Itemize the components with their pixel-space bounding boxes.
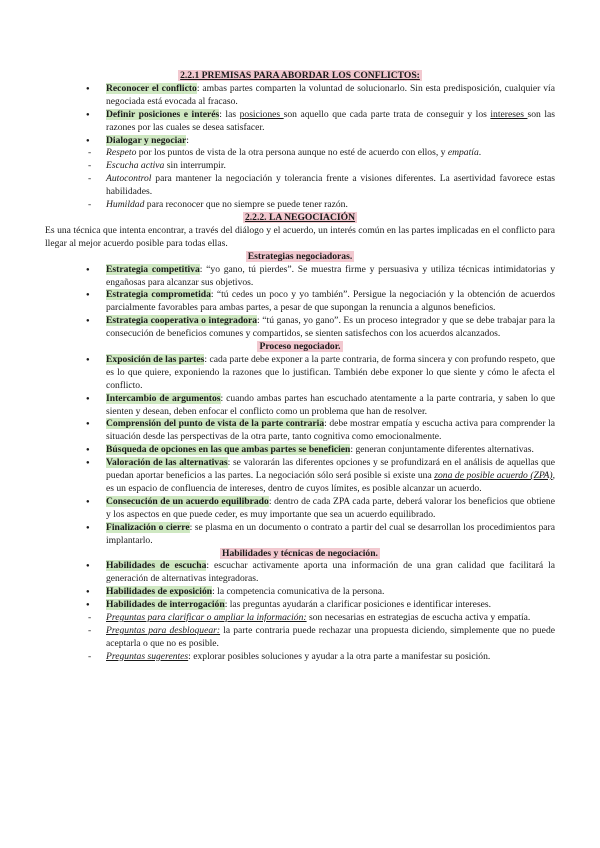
proceso-list bbox=[45, 354, 555, 548]
list-item: ● Intercambio de argumentos: cuando ambas partes han escuchado atentamente a la parte contraria, y saben lo que sienten y desean, deben enfocar el conflicto como un problema que han de resolver. bbox=[45, 393, 555, 419]
list-item: ● Reconocer el conflicto: ambas partes comparten la voluntad de solucionarlo. Sin esta predisposición, cualquier vía negociada está evocada al fracaso. bbox=[45, 83, 555, 109]
list-item: ● Habilidades de escucha: escuchar activamente aporta una información de una gran calidad que facilitará la generación de alternativas integradoras. bbox=[45, 560, 555, 586]
sub-list-item: - Humildad para reconocer que no siempre se puede tener razón. bbox=[45, 199, 555, 212]
premisas-list bbox=[45, 83, 555, 212]
section-heading-negociacion: 2.2.2. LA NEGOCIACIÓN bbox=[244, 211, 356, 223]
sub-list-item: - Escucha activa sin interrumpir. bbox=[45, 160, 555, 173]
list-item: ● Consecución de un acuerdo equilibrado: dentro de cada ZPA cada parte, deberá valorar los beneficios que obtiene y los aspectos en que puede ceder, es muy importante que sea un acuerdo equilibrado. bbox=[45, 496, 555, 522]
intro-paragraph: Es una técnica que intenta encontrar, a través del diálogo y el acuerdo, un interés común en las partes implicadas en el conflicto para llegar al mejor acuerdo posible para todas ellas. bbox=[45, 224, 555, 249]
list-item: ● Estrategia competitiva: “yo gano, tú pierdes”. Se muestra firme y persuasiva y utiliza técnicas intimidatorias y engañosas para alcanzar sus objetivos. bbox=[45, 264, 555, 290]
sub-list-item: - Preguntas sugerentes: explorar posibles soluciones y ayudar a la otra parte a manifestar su posición. bbox=[45, 651, 555, 664]
subheading-habilidades: Habilidades y técnicas de negociación. bbox=[222, 547, 378, 559]
list-item: ● Comprensión del punto de vista de la parte contraria: debe mostrar empatía y escucha activa para comprender la situación desde las perspectivas de la otra parte, tanto cognitiva como emocionalmente. bbox=[45, 418, 555, 444]
estrategias-list bbox=[45, 264, 555, 341]
subheading-proceso: Proceso negociador. bbox=[259, 341, 341, 353]
list-item: ● Definir posiciones e interés: las posiciones son aquello que cada parte trata de conseguir y los intereses son las razones por las cuales se desea satisfacer. bbox=[45, 109, 555, 135]
list-item: ● Valoración de las alternativas: se valorarán las diferentes opciones y se profundizará en el análisis de aquellas que puedan aportar beneficios a las partes. La negociación sólo será posible si existe una zona de posible acuerdo (ZPA), es un espacio de confluencia de intereses, dentro de cuyos límites, es posible alcanzar un acuerdo. bbox=[45, 457, 555, 496]
subheading-estrategias: Estrategias negociadoras. bbox=[247, 250, 353, 262]
list-item: ● Dialogar y negociar: bbox=[45, 135, 555, 148]
habilidades-list bbox=[45, 560, 555, 663]
section-heading-premisas: 2.2.1 PREMISAS PARA ABORDAR LOS CONFLICTOS: bbox=[180, 70, 420, 81]
sub-list-item: - Preguntas para desbloquear: la parte contraria puede rechazar una propuesta diciendo, simplemente que no puede aceptarla o que no es posible. bbox=[45, 625, 555, 651]
sub-list-item: - Autocontrol para mantener la negociación y tolerancia frente a visiones diferentes. La asertividad favorece estas habilidades. bbox=[45, 173, 555, 199]
list-item: ● Finalización o cierre: se plasma en un documento o contrato a partir del cual se desarrollan los procedimientos para implantarlo. bbox=[45, 522, 555, 548]
sub-list-item: - Preguntas para clarificar o ampliar la información: son necesarias en estrategias de escucha activa y empatía. bbox=[45, 612, 555, 625]
list-item: ● Exposición de las partes: cada parte debe exponer a la parte contraria, de forma sincera y con profundo respeto, que es lo que quiere, exponiendo la razones que lo justifican. También debe exponer lo que siente y cómo le afecta el conflicto. bbox=[45, 354, 555, 393]
list-item: ● Habilidades de interrogación: las preguntas ayudarán a clarificar posiciones e identificar intereses. bbox=[45, 599, 555, 612]
sub-list-item: - Respeto por los puntos de vista de la otra persona aunque no esté de acuerdo con ellos, y empatía. bbox=[45, 147, 555, 160]
list-item: ● Estrategia cooperativa o integradora: “tú ganas, yo gano”. Es un proceso integrador y que se debe trabajar para la consecución de beneficios comunes y compartidos, se sienten satisfechos con los acuerdos alcanzados. bbox=[45, 315, 555, 341]
list-item: ● Habilidades de exposición: la competencia comunicativa de la persona. bbox=[45, 586, 555, 599]
list-item: ● Estrategia comprometida: “tú cedes un poco y yo también”. Persigue la negociación y la obtención de acuerdos parcialmente favorables para ambas partes, a pesar de que supongan la renuncia a algunos beneficios. bbox=[45, 289, 555, 315]
list-item: ● Búsqueda de opciones en las que ambas partes se beneficien: generan conjuntamente diferentes alternativas. bbox=[45, 444, 555, 457]
